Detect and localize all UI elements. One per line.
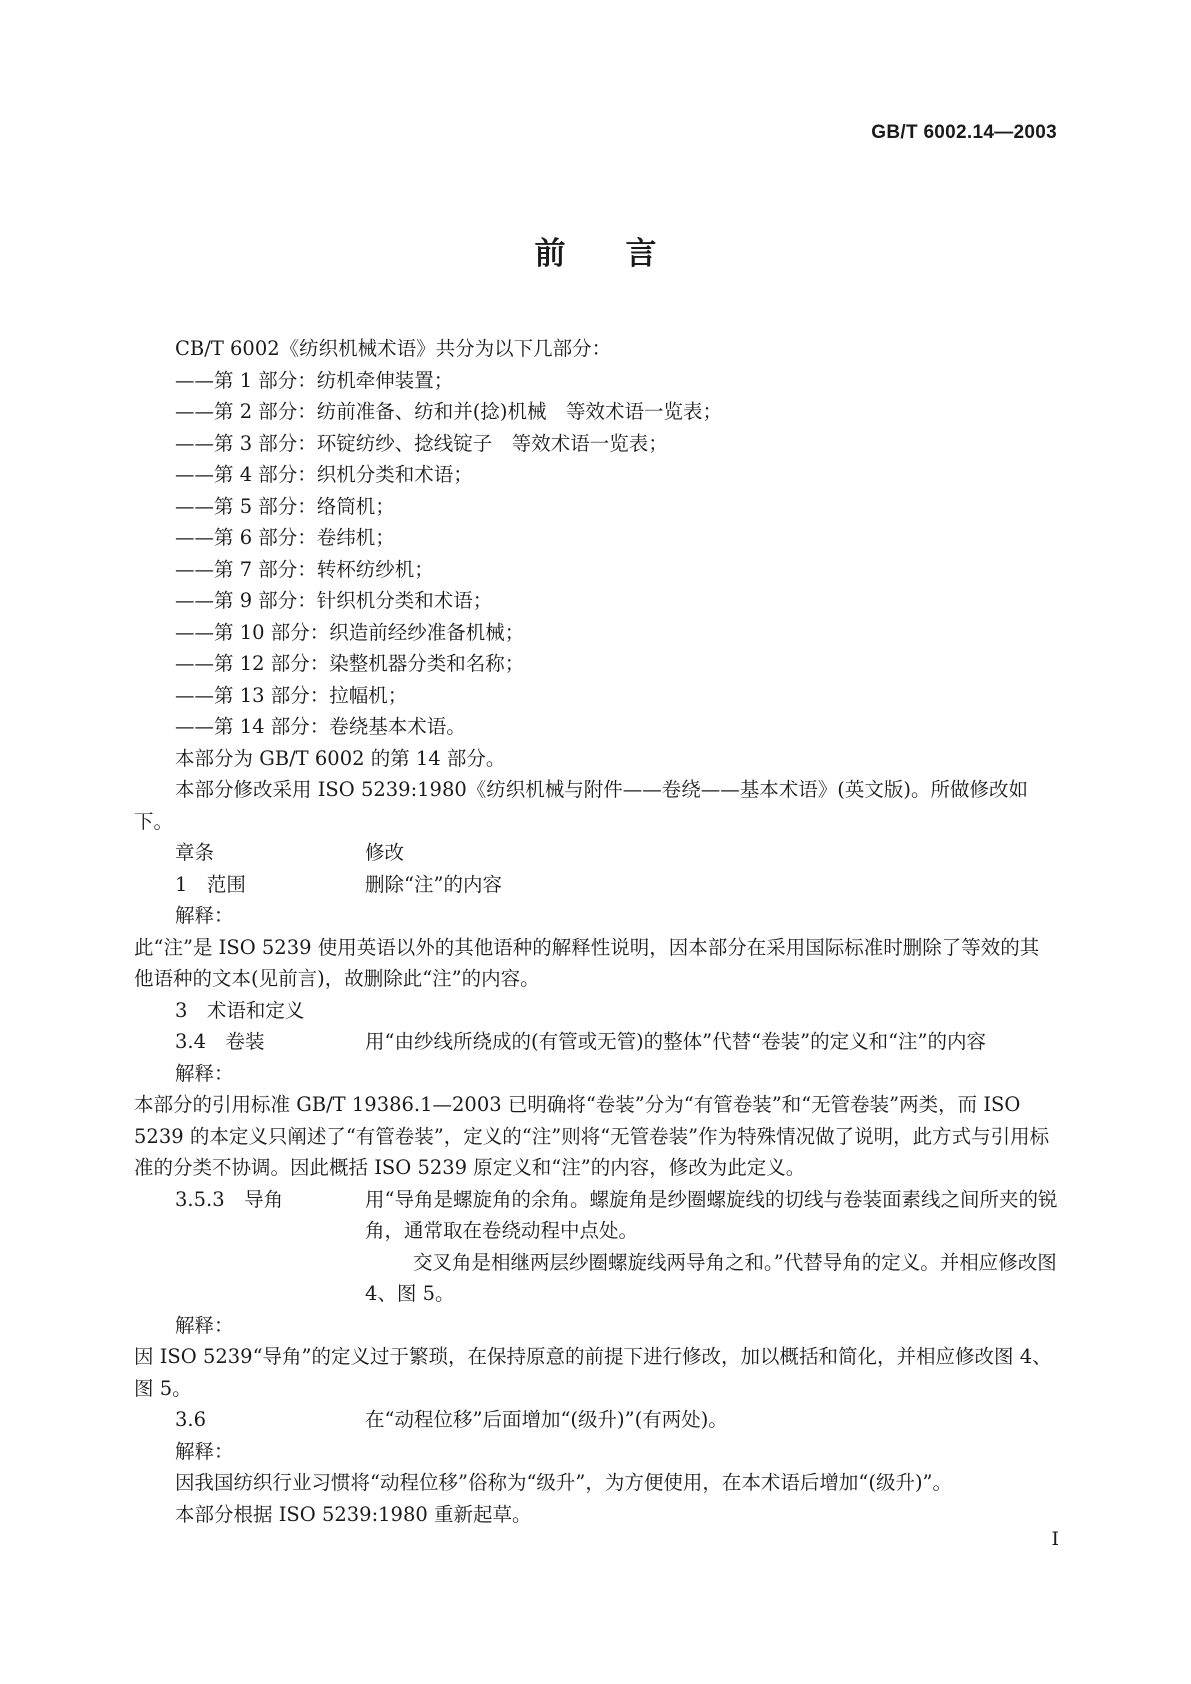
explanation-text: 因我国纺织行业习惯将“动程位移”俗称为“级升”，为方便使用，在本术语后增加“(级升)”。 [175, 1471, 953, 1494]
mod-row-3-5-3 [134, 1184, 1058, 1310]
explanation-label: 解释： [175, 904, 234, 927]
page-number: I [1051, 1528, 1059, 1550]
adoption-statement: 本部分修改采用 ISO 5239:1980《纺织机械与附件——卷绕——基本术语》(英文版)。所做修改如下。 [134, 778, 1028, 833]
change-text: 删除“注”的内容 [365, 872, 502, 896]
explanation-text: 本部分的引用标准 GB/T 19386.1—2003 已明确将“卷装”分为“有管卷装”和“无管卷装”两类，而 ISO 5239 的本定义只阐述了“有管卷装”，定义的“注”则将“无管卷装”作为特殊情况做了说明，此方式与引用标准的分类不协调。因此概括 ISO 5239 原定义和“注”的内容，修改为此定义。 [134, 1093, 1050, 1179]
explanation-text: 因 ISO 5239“导角”的定义过于繁琐，在保持原意的前提下进行修改，加以概括和简化，并相应修改图 4、图 5。 [134, 1345, 1052, 1400]
list-item: ——第 14 部分：卷绕基本术语。 [175, 715, 466, 738]
list-item: ——第 9 部分：针织机分类和术语； [175, 589, 493, 612]
closing-statement: 本部分根据 ISO 5239:1980 重新起草。 [175, 1502, 532, 1526]
list-item: ——第 6 部分：卷纬机； [175, 526, 395, 549]
clause-header: 章条 [175, 841, 215, 864]
explanation-text: 此“注”是 ISO 5239 使用英语以外的其他语种的解释性说明，因本部分在采用国际标准时删除了等效的其他语种的文本(见前言)，故删除此“注”的内容。 [134, 935, 1040, 990]
standard-code: GB/T 6002.14—2003 [871, 122, 1057, 143]
clause-label: 1 范围 [175, 872, 246, 896]
explanation-label: 解释： [175, 1061, 234, 1085]
section-heading: 3 术语和定义 [175, 998, 305, 1022]
mods-header-row [134, 837, 1058, 869]
page-title: 前言 [534, 236, 717, 272]
change-block [365, 1184, 1058, 1310]
mod-row-3-4 [134, 1026, 1058, 1058]
list-item: ——第 13 部分：拉幅机； [175, 683, 408, 707]
mod-row-scope [134, 869, 1058, 901]
change-text: 交叉角是相继两层纱圈螺旋线两导角之和。”代替导角的定义。并相应修改图 4、图 5。 [365, 1250, 1057, 1305]
mod-row-3-6 [134, 1404, 1058, 1436]
list-item: ——第 10 部分：织造前经纱准备机械； [175, 620, 525, 644]
foreword-body [134, 333, 1058, 1530]
parts-list [134, 365, 1058, 743]
explanation-label: 解释： [175, 1313, 234, 1337]
part-statement: 本部分为 GB/T 6002 的第 14 部分。 [175, 746, 506, 770]
list-item: ——第 2 部分：纺前准备、纺和并(捻)机械 等效术语一览表； [175, 400, 723, 423]
list-item: ——第 4 部分：织机分类和术语； [175, 463, 473, 486]
list-item: ——第 5 部分：络筒机； [175, 494, 395, 518]
clause-label: 3.4 卷装 [175, 1030, 265, 1053]
intro-paragraph: CB/T 6002《纺织机械术语》共分为以下几部分： [175, 337, 612, 360]
change-text: 用“由纱线所绕成的(有管或无管)的整体”代替“卷装”的定义和“注”的内容 [365, 1030, 987, 1053]
explanation-label: 解释： [175, 1439, 234, 1463]
list-item: ——第 12 部分：染整机器分类和名称； [175, 652, 525, 675]
list-item: ——第 3 部分：环锭纺纱、捻线锭子 等效术语一览表； [175, 431, 668, 455]
list-item: ——第 1 部分：纺机牵伸装置； [175, 368, 454, 392]
change-text: 用“导角是螺旋角的余角。螺旋角是纱圈螺旋线的切线与卷装面素线之间所夹的锐角，通常取在卷绕动程中点处。 [365, 1187, 1058, 1242]
clause-label: 3.6 [175, 1408, 207, 1431]
change-text: 在“动程位移”后面增加“(级升)”(有两处)。 [365, 1408, 728, 1431]
list-item: ——第 7 部分：转杯纺纱机； [175, 557, 434, 581]
change-header: 修改 [365, 841, 405, 864]
clause-label: 3.5.3 导角 [175, 1187, 284, 1211]
